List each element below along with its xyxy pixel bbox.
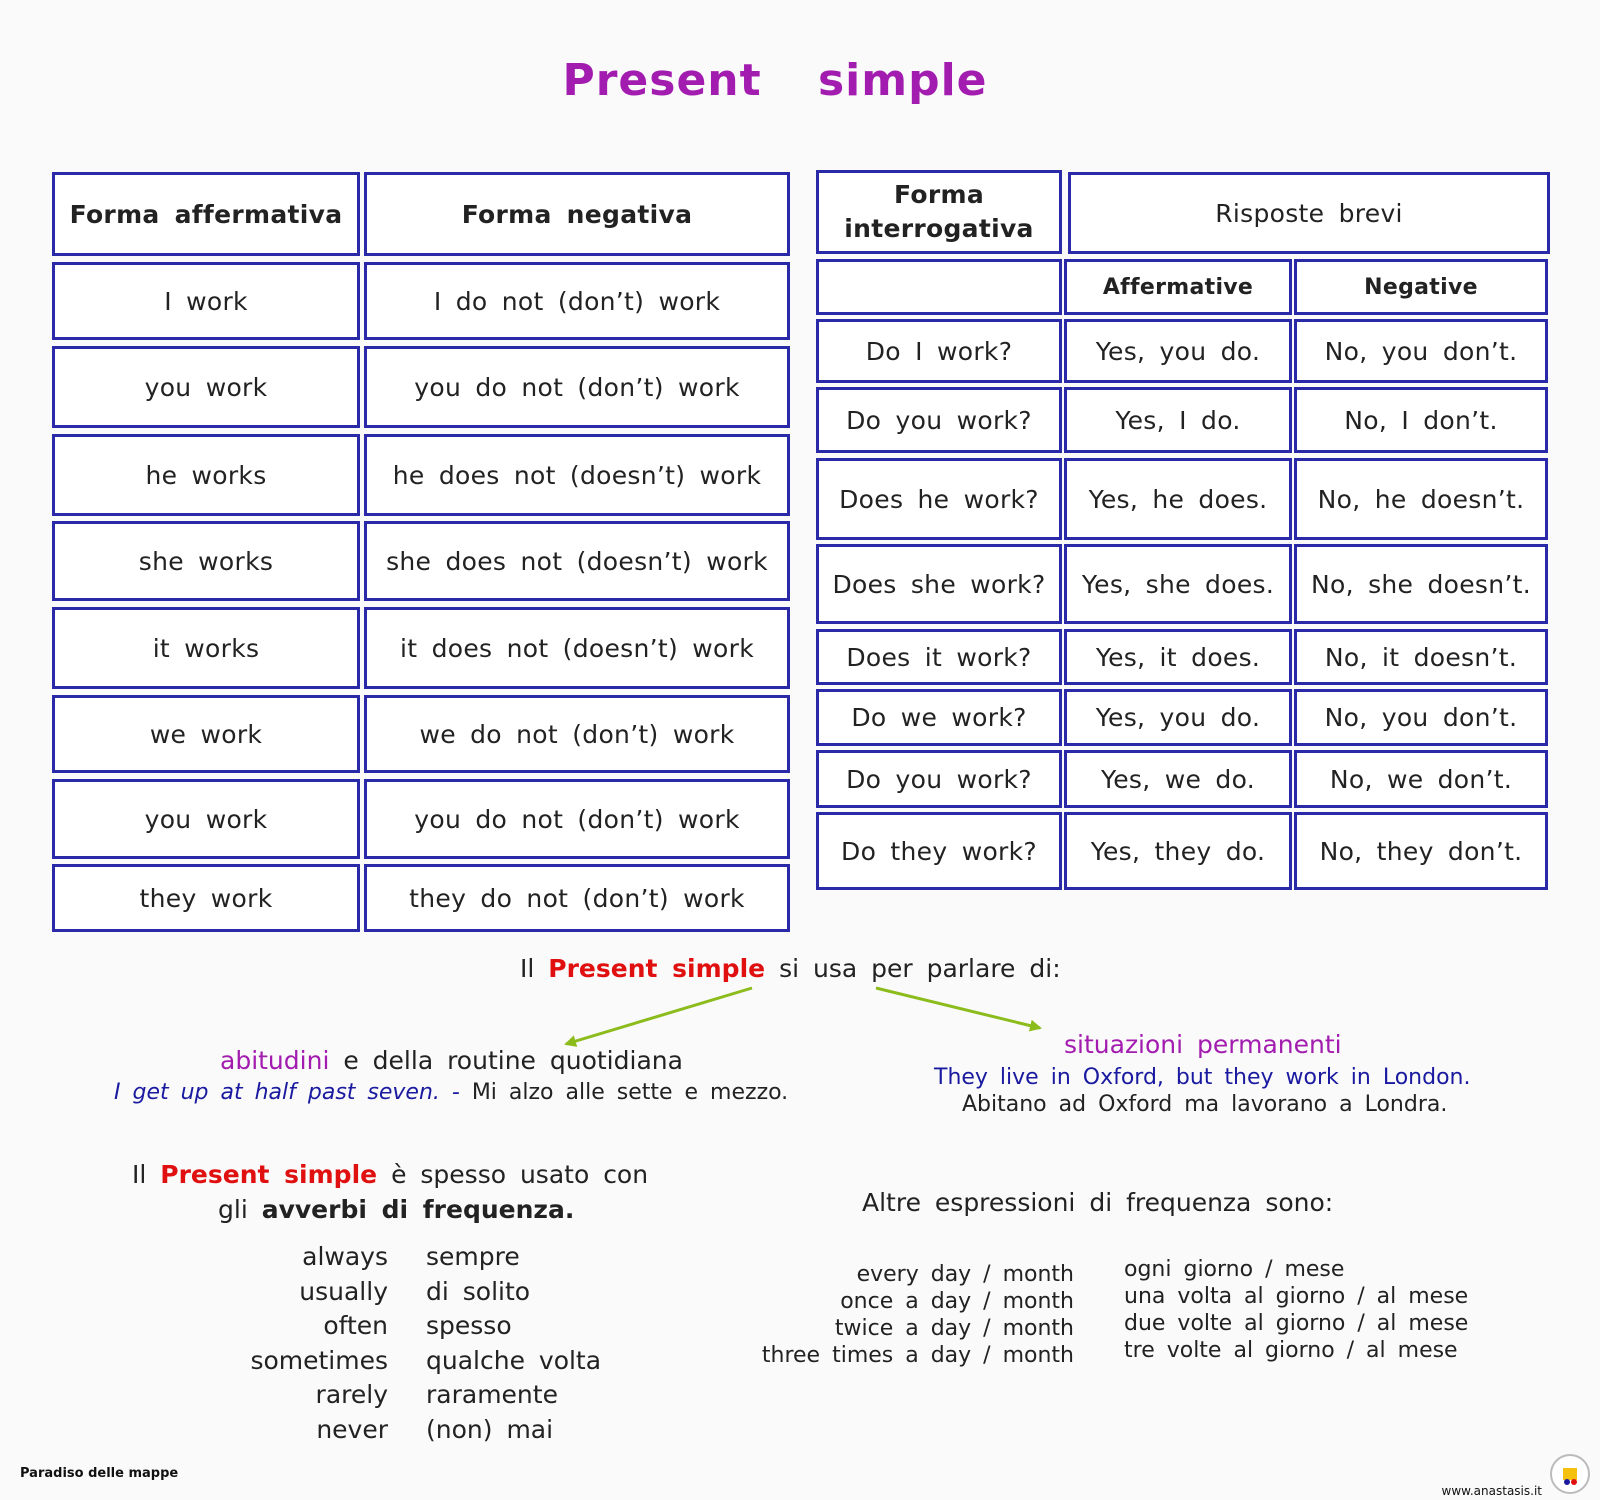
habits-example — [114, 1080, 788, 1105]
permanent-example-en: They live in Oxford, but they work in London. — [934, 1065, 1471, 1090]
table-row-short-affirmative: Yes, he does. — [1064, 458, 1292, 540]
table-row-negative: it does not (doesn’t) work — [364, 607, 790, 689]
header-negative: Forma negativa — [364, 172, 790, 256]
table-row-short-negative: No, you don’t. — [1294, 319, 1548, 383]
adverb-en: often — [323, 1311, 388, 1340]
adverbs-intro — [132, 1160, 648, 1189]
table-row-affirmative: you work — [52, 779, 360, 859]
adverb-it: qualche volta — [426, 1345, 602, 1375]
table-row-negative: she does not (doesn’t) work — [364, 521, 790, 601]
adverb-en: rarely — [315, 1380, 388, 1409]
table-row-affirmative: he works — [52, 434, 360, 516]
arrow-right — [876, 988, 1040, 1028]
adverbs-intro-line2-bold: avverbi di frequenza. — [261, 1195, 575, 1224]
footer-left: Paradiso delle mappe — [20, 1466, 179, 1481]
frequency-en: three times a day / month — [761, 1343, 1074, 1368]
table-row-negative: I do not (don’t) work — [364, 262, 790, 340]
habits-rest: e della routine quotidiana — [343, 1046, 683, 1075]
frequency-it: una volta al giorno / al mese — [1124, 1284, 1469, 1309]
table-row-short-negative: No, you don’t. — [1294, 689, 1548, 746]
sub-header-affirmative: Affermative — [1064, 259, 1292, 315]
table-row-short-negative: No, we don’t. — [1294, 750, 1548, 808]
frequency-en: twice a day / month — [834, 1316, 1074, 1341]
footer-right: www.anastasis.it — [1441, 1484, 1542, 1498]
table-row-affirmative: she works — [52, 521, 360, 601]
table-row-affirmative: you work — [52, 346, 360, 428]
table-row-short-affirmative: Yes, we do. — [1064, 750, 1292, 808]
usage-intro-post: si usa per parlare di: — [779, 954, 1061, 983]
frequency-en: every day / month — [856, 1262, 1074, 1287]
frequency-it-list — [1124, 1256, 1468, 1364]
frequency-en: once a day / month — [840, 1289, 1074, 1314]
adverb-en: usually — [299, 1276, 388, 1306]
frequency-it: ogni giorno / mese — [1124, 1257, 1345, 1282]
table-row-question: Does it work? — [816, 629, 1062, 685]
adverbs-intro-line2 — [218, 1195, 574, 1224]
adverbs-intro-highlight: Present simple — [160, 1160, 378, 1189]
adverb-en: never — [316, 1414, 388, 1444]
table-row-short-negative: No, it doesn’t. — [1294, 629, 1548, 685]
usage-intro-pre: Il — [520, 954, 535, 983]
table-row-short-affirmative: Yes, I do. — [1064, 387, 1292, 453]
frequency-intro: Altre espressioni di frequenza sono: — [862, 1188, 1334, 1217]
table-row-short-affirmative: Yes, they do. — [1064, 812, 1292, 890]
adverbs-intro-pre: Il — [132, 1160, 147, 1189]
table-row-negative: you do not (don’t) work — [364, 346, 790, 428]
header-interrogative: Forma interrogativa — [816, 170, 1062, 254]
table-row-negative: they do not (don’t) work — [364, 864, 790, 932]
table-row-question: Do I work? — [816, 319, 1062, 383]
table-row-short-affirmative: Yes, she does. — [1064, 544, 1292, 624]
table-row-question: Do you work? — [816, 750, 1062, 808]
table-row-question: Does he work? — [816, 458, 1062, 540]
table-row-question: Do we work? — [816, 689, 1062, 746]
header-affirmative: Forma affermativa — [52, 172, 360, 256]
habits-label: abitudini — [220, 1046, 330, 1075]
adverb-it: (non) mai — [426, 1414, 554, 1444]
usage-intro-highlight: Present simple — [548, 954, 766, 983]
habits-example-it: Mi alzo alle sette e mezzo. — [471, 1080, 789, 1105]
sub-header-negative: Negative — [1294, 259, 1548, 315]
badge-icon — [1552, 1456, 1588, 1492]
table-row-short-negative: No, I don’t. — [1294, 387, 1548, 453]
table-row-negative: we do not (don’t) work — [364, 695, 790, 773]
permanent-label: situazioni permanenti — [1064, 1030, 1342, 1059]
adverb-it: raramente — [426, 1380, 558, 1409]
habits-example-en: I get up at half past seven. - — [114, 1080, 460, 1105]
table-row-affirmative: they work — [52, 864, 360, 932]
arrow-left — [566, 988, 752, 1044]
table-row-question: Do you work? — [816, 387, 1062, 453]
adverb-en: sometimes — [250, 1345, 388, 1375]
adverb-it: sempre — [426, 1242, 520, 1271]
header-short-answers: Risposte brevi — [1068, 172, 1550, 254]
frequency-it: tre volte al giorno / al mese — [1124, 1338, 1458, 1363]
table-row-short-negative: No, he doesn’t. — [1294, 458, 1548, 540]
table-row-short-negative: No, they don’t. — [1294, 812, 1548, 890]
table-row-negative: you do not (don’t) work — [364, 779, 790, 859]
table-row-negative: he does not (doesn’t) work — [364, 434, 790, 516]
table-row-short-affirmative: Yes, you do. — [1064, 689, 1292, 746]
table-row-affirmative: it works — [52, 607, 360, 689]
table-row-short-negative: No, she doesn’t. — [1294, 544, 1548, 624]
table-row-short-affirmative: Yes, it does. — [1064, 629, 1292, 685]
adverbs-intro-post: è spesso usato con — [391, 1160, 649, 1189]
adverb-it: di solito — [426, 1276, 531, 1306]
table-row-question: Do they work? — [816, 812, 1062, 890]
table-row-question: Does she work? — [816, 544, 1062, 624]
frequency-en-list — [762, 1261, 1074, 1369]
table-row-affirmative: we work — [52, 695, 360, 773]
permanent-example-it: Abitano ad Oxford ma lavorano a Londra. — [962, 1092, 1448, 1117]
table-row-affirmative: I work — [52, 262, 360, 340]
supermappe-badge — [1550, 1454, 1590, 1494]
frequency-it: due volte al giorno / al mese — [1124, 1311, 1469, 1336]
table-row-short-affirmative: Yes, you do. — [1064, 319, 1292, 383]
adverb-it: spesso — [426, 1311, 512, 1340]
page-title: Present simple — [562, 55, 988, 106]
adverbs-intro-line2-pre: gli — [218, 1195, 248, 1224]
habits-heading — [220, 1046, 683, 1075]
adverb-en: always — [302, 1242, 388, 1271]
